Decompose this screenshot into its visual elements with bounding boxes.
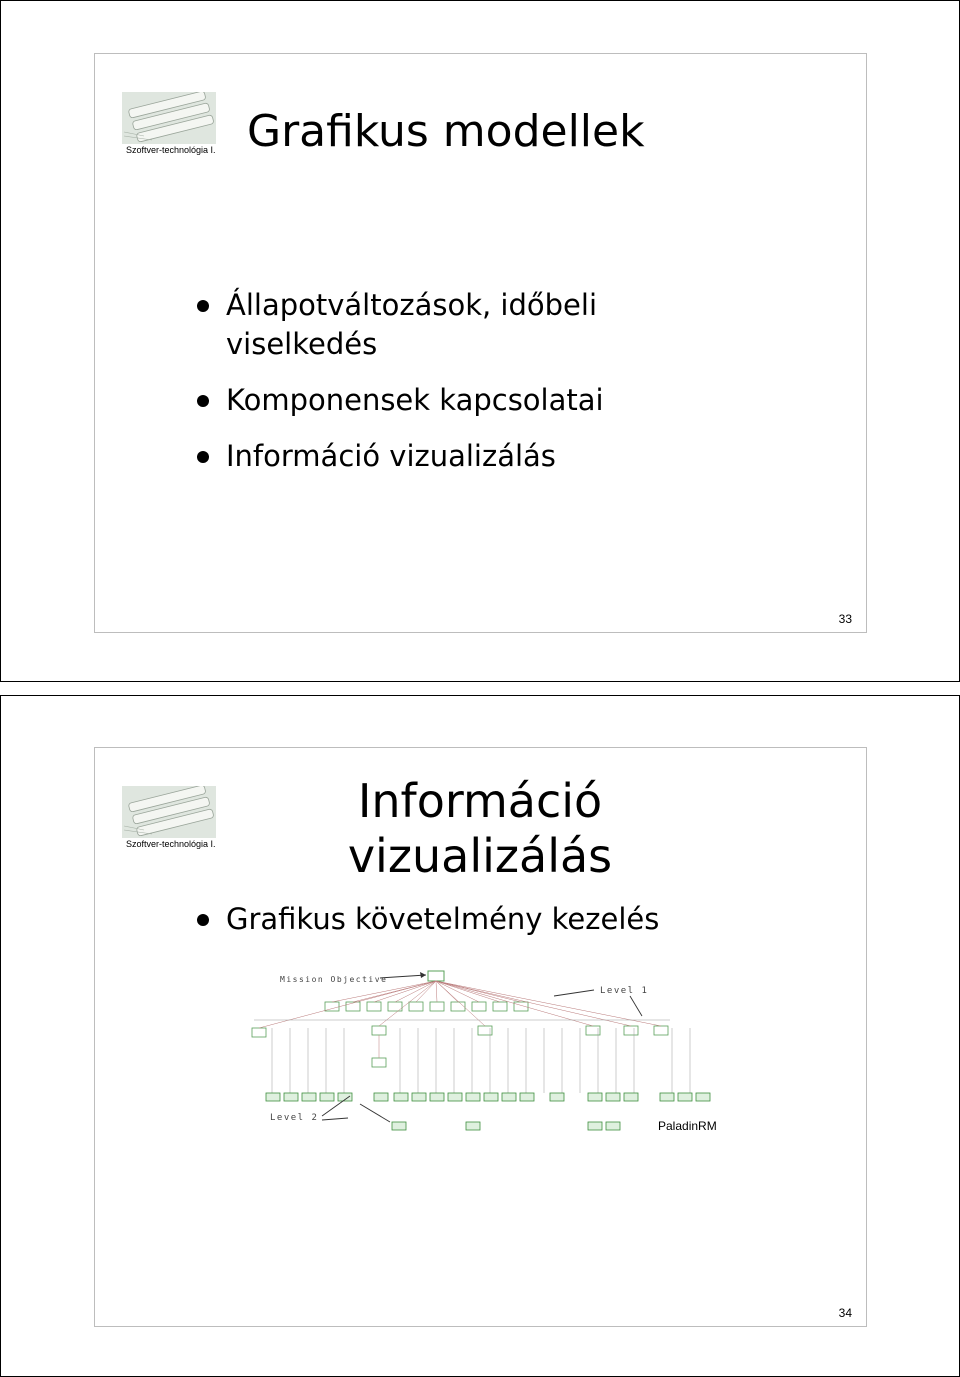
bullet-list	[195, 286, 746, 493]
bullet-text: Grafikus követelmény kezelés	[226, 902, 660, 936]
slide-34	[94, 747, 867, 1327]
bullet-item	[195, 900, 786, 939]
logo-caption: Szoftver-technológia I.	[126, 839, 216, 849]
slide-33	[94, 53, 867, 633]
page-number: 33	[838, 612, 852, 626]
bullet-item	[195, 286, 746, 364]
title-line-1: Információ	[357, 774, 603, 828]
page-frame-2	[0, 695, 960, 1377]
bullet-dot-icon	[197, 451, 209, 463]
bullet-item	[195, 381, 746, 420]
bullet-dot-icon	[197, 395, 209, 407]
bullet-item	[195, 437, 746, 476]
slide-title	[245, 774, 715, 884]
diagram-credit: PaladinRM	[658, 1119, 717, 1133]
slide-title: Grafikus modellek	[247, 106, 645, 157]
page-number: 34	[838, 1306, 852, 1320]
bullet-dot-icon	[197, 300, 209, 312]
bullet-text: Állapotváltozások, időbeli viselkedés	[226, 288, 597, 361]
course-logo-image	[122, 786, 216, 838]
bullet-text: Információ vizualizálás	[226, 439, 556, 473]
title-line-2: vizualizálás	[347, 829, 613, 883]
logo-caption: Szoftver-technológia I.	[126, 145, 216, 155]
level-2-label: Level 2	[270, 1113, 319, 1123]
bullet-dot-icon	[197, 914, 209, 926]
level-1-label: Level 1	[600, 986, 649, 996]
mission-objective-label: Mission Objective	[280, 975, 388, 984]
bullet-text: Komponensek kapcsolatai	[226, 383, 604, 417]
page-frame-1	[0, 0, 960, 682]
